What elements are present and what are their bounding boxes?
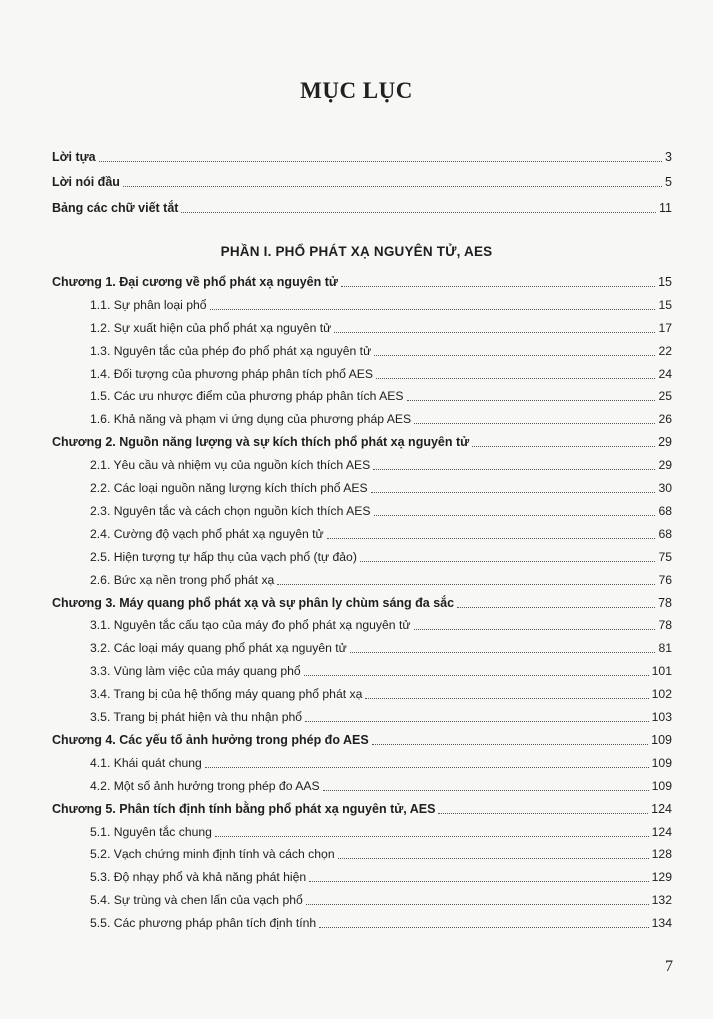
section-entry: [90, 636, 672, 656]
dot-leader: [309, 880, 649, 882]
toc-entry-page: 103: [651, 710, 672, 724]
toc-entry-page: 22: [658, 344, 672, 358]
dot-leader: [341, 285, 655, 287]
dot-leader: [376, 377, 655, 379]
section-entry: [90, 362, 672, 382]
toc-entry-label: 3.3. Vùng làm việc của máy quang phổ: [90, 664, 301, 678]
toc-entry-label: 5.5. Các phương pháp phân tích định tính: [90, 916, 317, 930]
dot-leader: [306, 903, 649, 905]
dot-leader: [407, 399, 656, 401]
toc-entry-page: 29: [658, 435, 672, 449]
toc-entry-label: 4.2. Một số ảnh hưởng trong phép đo AAS: [90, 779, 320, 793]
section-entry: [90, 316, 672, 336]
chapter-entry: [52, 591, 672, 611]
dot-leader: [457, 606, 655, 608]
chapter-entry: [52, 430, 672, 450]
toc-entry-page: 128: [651, 847, 672, 861]
toc-entry-page: 15: [658, 298, 672, 312]
toc-entry-page: 29: [658, 458, 672, 472]
toc-entry-label: 2.3. Nguyên tắc và cách chọn nguồn kích thích AES: [90, 504, 371, 518]
toc-entry-label: 1.6. Khả năng và phạm vi ứng dụng của phương pháp AES: [90, 412, 412, 426]
dot-leader: [323, 789, 649, 791]
section-entry: [90, 293, 672, 313]
toc-entry-label: Lời tựa: [52, 150, 96, 164]
part-heading: PHẦN I. PHỔ PHÁT XẠ NGUYÊN TỬ, AES: [220, 244, 493, 259]
toc-entry-label: 4.1. Khái quát chung: [90, 756, 202, 770]
section-entry: [90, 568, 672, 588]
toc-entry-label: Chương 2. Nguồn năng lượng và sự kích thích phổ phát xạ nguyên tử: [52, 435, 470, 449]
section-entry: [90, 705, 672, 725]
toc-entry-label: Chương 1. Đại cương về phổ phát xạ nguyên tử: [52, 275, 338, 289]
toc-entry-label: 5.2. Vạch chứng minh định tính và cách chọn: [90, 847, 335, 861]
toc-entry-label: 2.4. Cường độ vạch phổ phát xạ nguyên tử: [90, 527, 324, 541]
toc-entry-page: 24: [658, 367, 672, 381]
toc-entry-page: 78: [658, 618, 672, 632]
toc-entry-label: 3.5. Trang bị phát hiện và thu nhận phổ: [90, 710, 303, 724]
toc-entry-page: 5: [665, 175, 672, 189]
toc-entry-label: Chương 3. Máy quang phổ phát xạ và sự phân ly chùm sáng đa sắc: [52, 596, 455, 610]
dot-leader: [210, 308, 656, 310]
dot-leader: [372, 743, 648, 745]
toc-entry-page: 81: [658, 641, 672, 655]
section-entry: [90, 682, 672, 702]
dot-leader: [304, 674, 649, 676]
toc-entry-label: 1.5. Các ưu nhược điểm của phương pháp phân tích AES: [90, 389, 404, 403]
dot-leader: [327, 537, 656, 539]
section-entry: [90, 842, 672, 862]
toc-entry-label: 1.4. Đối tượng của phương pháp phân tích phổ AES: [90, 367, 374, 381]
dot-leader: [350, 651, 656, 653]
dot-leader: [334, 331, 655, 333]
toc-entry-label: 5.1. Nguyên tắc chung: [90, 825, 212, 839]
dot-leader: [181, 211, 656, 213]
dot-leader: [360, 560, 656, 562]
toc-entry-page: 3: [665, 150, 672, 164]
chapter-entry: [52, 270, 672, 290]
section-entry: [90, 522, 672, 542]
dot-leader: [414, 422, 655, 424]
section-entry: [90, 545, 672, 565]
section-entry: [90, 339, 672, 359]
page-title: MỤC LỤC: [300, 78, 413, 103]
toc-entry-page: 78: [658, 596, 672, 610]
toc-entry-label: 5.4. Sự trùng và chen lấn của vạch phổ: [90, 893, 303, 907]
chapter-entry: [52, 728, 672, 748]
toc-entry-label: 3.1. Nguyên tắc cấu tạo của máy đo phổ phát xạ nguyên tử: [90, 618, 411, 632]
section-entry: [90, 888, 672, 908]
page-number: 7: [665, 958, 673, 975]
toc-entry-page: 25: [658, 389, 672, 403]
dot-leader: [472, 445, 655, 447]
section-entry: [90, 407, 672, 427]
dot-leader: [374, 354, 655, 356]
toc-entry-page: 109: [651, 733, 672, 747]
dot-leader: [319, 926, 648, 928]
dot-leader: [215, 835, 649, 837]
toc-entry-page: 68: [658, 504, 672, 518]
toc-entry-label: 2.5. Hiện tượng tự hấp thụ của vạch phổ (tự đảo): [90, 550, 357, 564]
toc-entry-page: 15: [658, 275, 672, 289]
dot-leader: [365, 697, 648, 699]
toc-entry-page: 76: [658, 573, 672, 587]
dot-leader: [205, 766, 649, 768]
toc-entry-label: Lời nói đầu: [52, 175, 120, 189]
dot-leader: [373, 468, 655, 470]
toc-entry-page: 124: [651, 802, 672, 816]
toc-entry-page: 26: [658, 412, 672, 426]
dot-leader: [123, 185, 662, 187]
toc-entry-label: 2.6. Bức xạ nền trong phổ phát xạ: [90, 573, 275, 587]
section-entry: [90, 865, 672, 885]
section-entry: [90, 659, 672, 679]
dot-leader: [277, 583, 655, 585]
toc-entry-label: 1.3. Nguyên tắc của phép đo phổ phát xạ nguyên tử: [90, 344, 372, 358]
section-entry: [90, 453, 672, 473]
toc-entry-page: 109: [651, 756, 672, 770]
toc-entry-label: 2.2. Các loại nguồn năng lượng kích thích phổ AES: [90, 481, 368, 495]
section-entry: [90, 476, 672, 496]
toc-entry-page: 11: [659, 201, 672, 215]
toc-entry-label: 1.1. Sự phân loại phổ: [90, 298, 207, 312]
dot-leader: [414, 628, 656, 630]
toc-entry-page: 129: [651, 870, 672, 884]
dot-leader: [99, 160, 662, 162]
front-matter-item: [52, 170, 672, 190]
toc-entry-label: 5.3. Độ nhạy phổ và khả năng phát hiện: [90, 870, 307, 884]
toc-entry-page: 17: [658, 321, 672, 335]
toc-entry-label: 3.2. Các loại máy quang phổ phát xạ nguyên tử: [90, 641, 347, 655]
toc-entry-label: 3.4. Trang bị của hệ thống máy quang phổ phát xạ: [90, 687, 363, 701]
section-entry: [90, 613, 672, 633]
toc-entry-label: 1.2. Sự xuất hiện của phổ phát xạ nguyên tử: [90, 321, 332, 335]
toc-entry-label: 2.1. Yêu cầu và nhiệm vụ của nguồn kích thích AES: [90, 458, 371, 472]
front-matter-item: [52, 196, 672, 216]
section-entry: [90, 499, 672, 519]
dot-leader: [438, 812, 648, 814]
toc-entry-page: 109: [651, 779, 672, 793]
section-entry: [90, 751, 672, 771]
toc-entry-page: 68: [658, 527, 672, 541]
front-matter-item: [52, 145, 672, 165]
toc-entry-label: Bảng các chữ viết tắt: [52, 201, 179, 215]
section-entry: [90, 774, 672, 794]
section-entry: [90, 911, 672, 931]
chapter-entry: [52, 797, 672, 817]
toc-entry-label: Chương 4. Các yếu tố ảnh hưởng trong phép đo AES: [52, 733, 369, 747]
section-entry: [90, 384, 672, 404]
toc-entry-page: 124: [651, 825, 672, 839]
toc-entry-page: 132: [651, 893, 672, 907]
dot-leader: [338, 857, 649, 859]
toc-entry-page: 30: [658, 481, 672, 495]
toc-entry-page: 134: [651, 916, 672, 930]
toc-entry-label: Chương 5. Phân tích định tính bằng phổ phát xạ nguyên tử, AES: [52, 802, 436, 816]
toc-entry-page: 102: [651, 687, 672, 701]
toc-entry-page: 101: [651, 664, 672, 678]
section-entry: [90, 820, 672, 840]
dot-leader: [305, 720, 649, 722]
toc-entry-page: 75: [658, 550, 672, 564]
dot-leader: [374, 514, 656, 516]
dot-leader: [371, 491, 656, 493]
